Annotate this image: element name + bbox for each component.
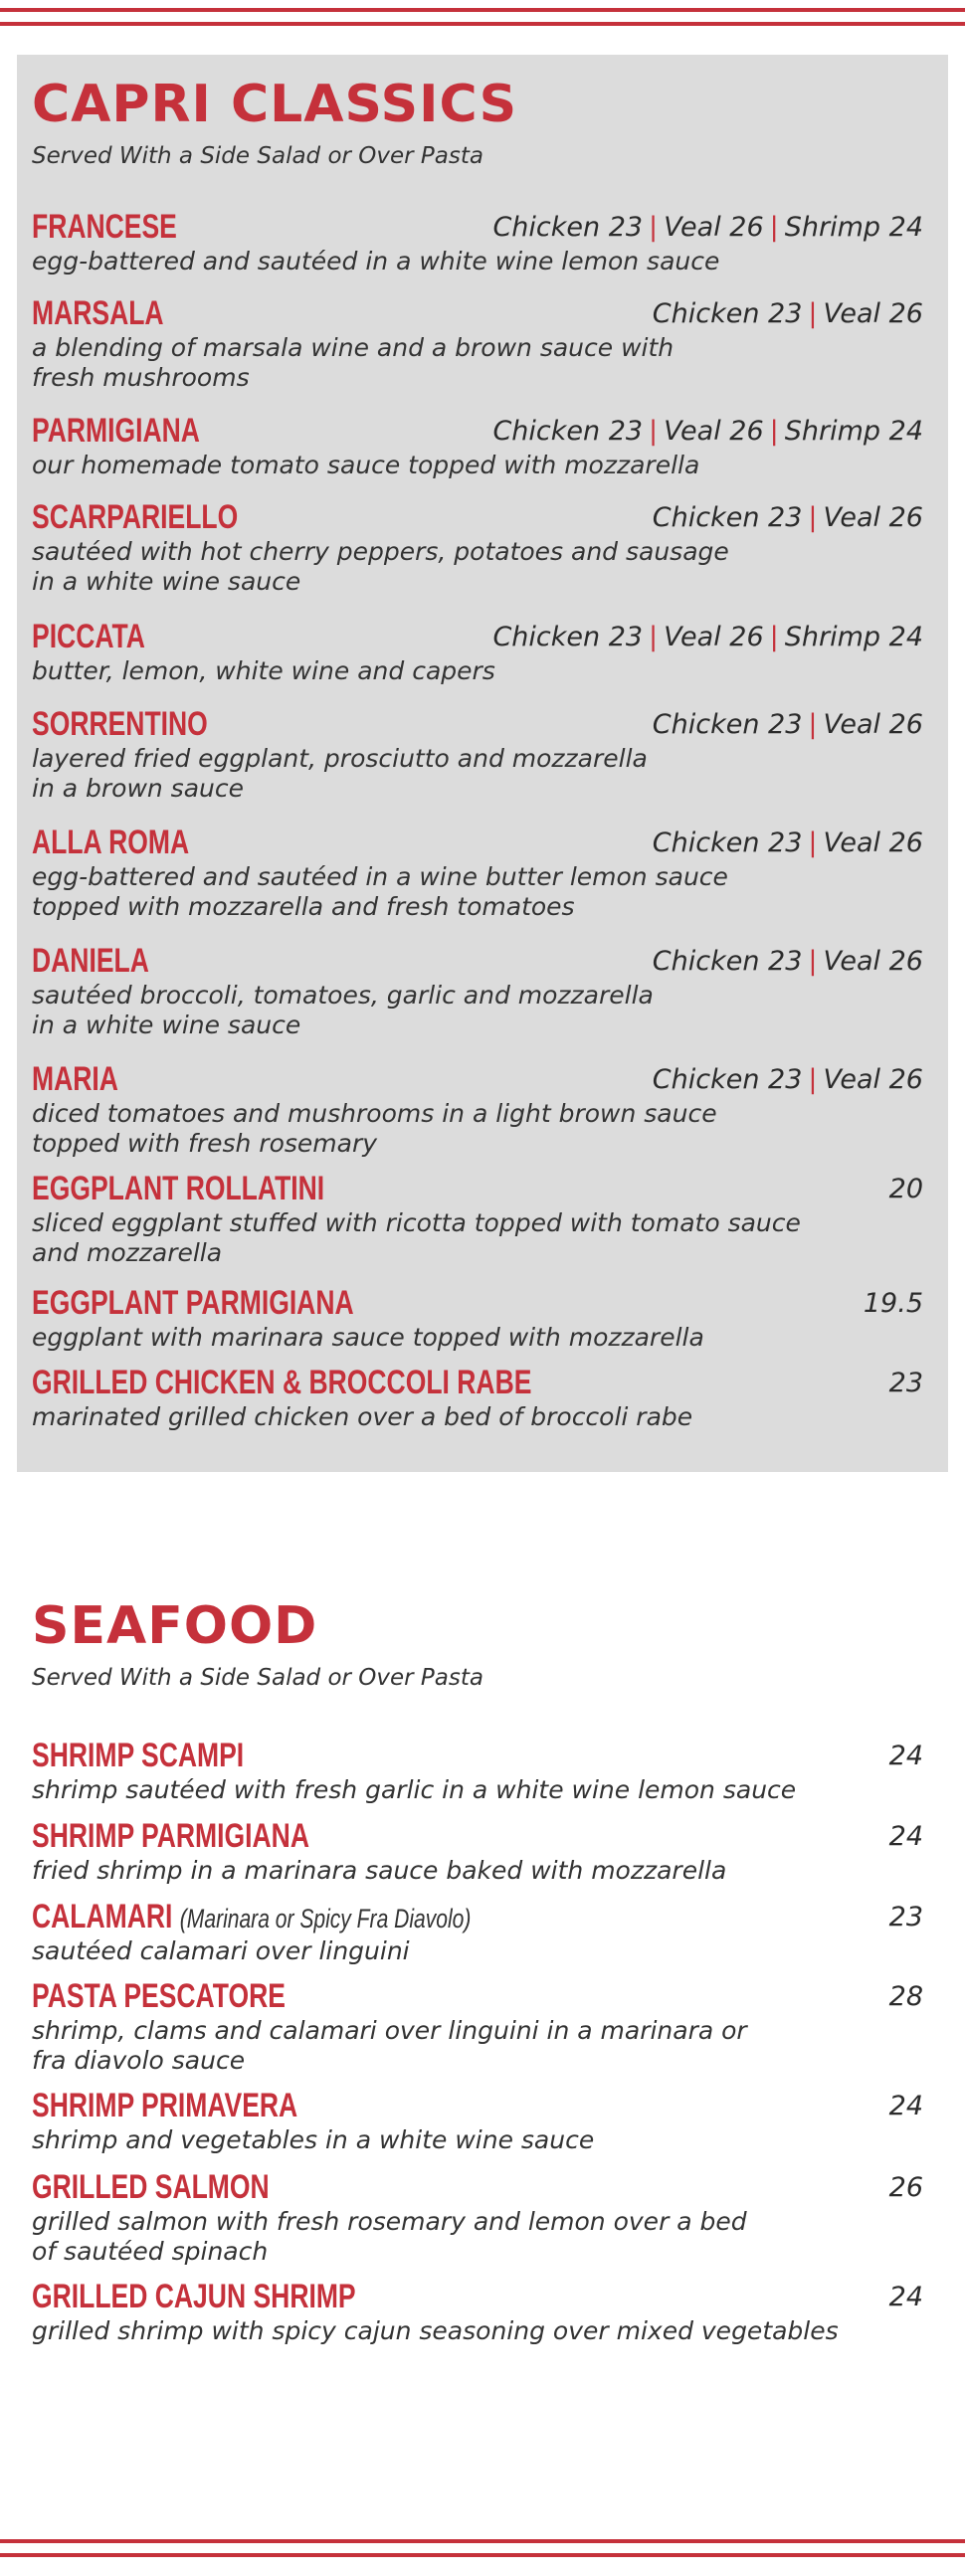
price-veal: Veal 26 (823, 502, 923, 533)
price-chicken: Chicken 23 (492, 622, 644, 652)
price-chicken: Chicken 23 (652, 298, 803, 329)
price-veal: Veal 26 (823, 1064, 923, 1095)
top-rule-1 (0, 8, 965, 12)
price-chicken: Chicken 23 (492, 416, 644, 447)
item-price (653, 945, 923, 979)
item-name: PICCATA (32, 618, 145, 655)
item-name-text: CALAMARI (32, 1898, 173, 1935)
bottom-rule-1 (0, 2539, 965, 2543)
item-price: 23 (888, 1902, 923, 1932)
item-name (32, 1897, 471, 1938)
price-chicken: Chicken 23 (652, 1064, 803, 1095)
price-separator: | (808, 946, 818, 977)
item-description: eggplant with marinara sauce topped with mozzarella (32, 1323, 704, 1352)
item-price: 24 (888, 1741, 923, 1771)
price-veal: Veal 26 (823, 709, 923, 740)
item-name: GRILLED CHICKEN & BROCCOLI RABE (32, 1364, 532, 1401)
item-description: diced tomatoes and mushrooms in a light brown sauce topped with fresh rosemary (32, 1099, 717, 1158)
price-veal: Veal 26 (664, 212, 764, 243)
item-price (653, 708, 923, 742)
item-price: 19.5 (863, 1288, 923, 1319)
price-shrimp: Shrimp 24 (784, 622, 923, 652)
item-name: FRANCESE (32, 208, 177, 246)
item-description: grilled shrimp with spicy cajun seasoning over mixed vegetables (32, 2316, 839, 2345)
item-price: 24 (888, 2091, 923, 2121)
price-separator: | (808, 709, 818, 740)
price-separator: | (769, 212, 779, 243)
item-price: 20 (888, 1174, 923, 1204)
price-separator: | (808, 828, 818, 858)
item-name: ALLA ROMA (32, 824, 190, 861)
section-subtitle: Served With a Side Salad or Over Pasta (32, 1665, 483, 1691)
item-name: SHRIMP PRIMAVERA (32, 2087, 298, 2124)
item-description: fried shrimp in a marinara sauce baked with mozzarella (32, 1856, 727, 1885)
section-title: CAPRI CLASSICS (32, 75, 518, 134)
item-description: shrimp, clams and calamari over linguini in a marinara or fra diavolo sauce (32, 2016, 747, 2075)
price-shrimp: Shrimp 24 (784, 212, 923, 243)
item-description: marinated grilled chicken over a bed of broccoli rabe (32, 1402, 693, 1431)
price-separator: | (649, 212, 659, 243)
price-separator: | (769, 622, 779, 652)
item-description: butter, lemon, white wine and capers (32, 656, 495, 685)
item-price: 24 (888, 1821, 923, 1852)
price-separator: | (808, 502, 818, 533)
item-description: egg-battered and sautéed in a wine butter lemon sauce topped with mozzarella and fresh tomatoes (32, 862, 728, 921)
price-separator: | (808, 298, 818, 329)
price-shrimp: Shrimp 24 (784, 416, 923, 447)
item-name: EGGPLANT PARMIGIANA (32, 1284, 354, 1322)
item-description: sliced eggplant stuffed with ricotta topped with tomato sauce and mozzarella (32, 1208, 801, 1267)
price-chicken: Chicken 23 (652, 502, 803, 533)
item-name: GRILLED SALMON (32, 2168, 270, 2206)
price-chicken: Chicken 23 (652, 946, 803, 977)
item-description: grilled salmon with fresh rosemary and lemon over a bed of sautéed spinach (32, 2207, 747, 2266)
price-separator: | (808, 1064, 818, 1095)
price-chicken: Chicken 23 (652, 709, 803, 740)
item-price (653, 501, 923, 535)
item-price (653, 1063, 923, 1097)
section-subtitle: Served With a Side Salad or Over Pasta (32, 143, 483, 169)
price-separator: | (769, 416, 779, 447)
item-name: SORRENTINO (32, 705, 208, 743)
price-chicken: Chicken 23 (652, 828, 803, 858)
top-rule-2 (0, 22, 965, 26)
item-description: our homemade tomato sauce topped with mozzarella (32, 451, 700, 479)
item-price (492, 415, 923, 449)
price-veal: Veal 26 (823, 298, 923, 329)
item-description: shrimp sautéed with fresh garlic in a white wine lemon sauce (32, 1775, 797, 1804)
price-veal: Veal 26 (664, 622, 764, 652)
item-price: 26 (888, 2172, 923, 2203)
item-price: 24 (888, 2282, 923, 2312)
item-price (653, 297, 923, 331)
item-description: sautéed broccoli, tomatoes, garlic and mozzarella in a white wine sauce (32, 981, 654, 1039)
item-price (492, 621, 923, 654)
item-name: PASTA PESCATORE (32, 1977, 286, 2015)
item-price (492, 211, 923, 245)
item-name: SHRIMP SCAMPI (32, 1737, 245, 1774)
item-name: MARSALA (32, 294, 164, 332)
item-name: PARMIGIANA (32, 412, 200, 450)
item-description: shrimp and vegetables in a white wine sauce (32, 2125, 595, 2154)
item-price: 28 (888, 1981, 923, 2012)
item-description: sautéed calamari over linguini (32, 1936, 410, 1965)
item-name: DANIELA (32, 942, 149, 980)
price-veal: Veal 26 (823, 946, 923, 977)
item-name: SCARPARIELLO (32, 498, 239, 536)
item-description: a blending of marsala wine and a brown sauce with fresh mushrooms (32, 333, 675, 392)
item-description: sautéed with hot cherry peppers, potatoes and sausage in a white wine sauce (32, 537, 729, 596)
price-veal: Veal 26 (823, 828, 923, 858)
price-separator: | (649, 416, 659, 447)
price-chicken: Chicken 23 (492, 212, 644, 243)
item-description: egg-battered and sautéed in a white wine lemon sauce (32, 247, 720, 276)
price-separator: | (649, 622, 659, 652)
item-price: 23 (888, 1368, 923, 1398)
section-title: SEAFOOD (32, 1596, 318, 1656)
item-name: EGGPLANT ROLLATINI (32, 1170, 325, 1207)
item-note: (Marinara or Spicy Fra Diavolo) (179, 1904, 472, 1933)
item-name: SHRIMP PARMIGIANA (32, 1817, 309, 1855)
item-price (653, 827, 923, 860)
item-name: GRILLED CAJUN SHRIMP (32, 2278, 356, 2315)
item-name: MARIA (32, 1060, 118, 1098)
bottom-rule-2 (0, 2553, 965, 2557)
item-description: layered fried eggplant, prosciutto and mozzarella in a brown sauce (32, 744, 648, 803)
price-veal: Veal 26 (664, 416, 764, 447)
